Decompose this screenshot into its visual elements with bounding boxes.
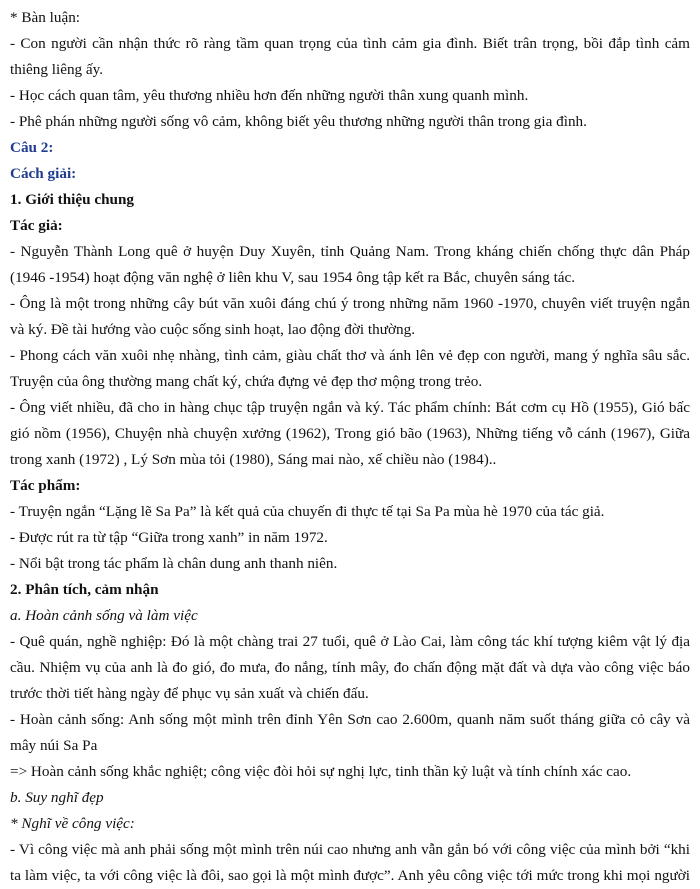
text-line: - Nổi bật trong tác phẩm là chân dung anh thanh niên. bbox=[10, 555, 338, 572]
text-line: trước thời tiết hàng ngày để phục vụ sản xuất và chiến đấu. bbox=[10, 685, 369, 702]
subsection-heading: Tác phẩm: bbox=[10, 477, 81, 494]
text-line: - Truyện ngắn “Lặng lẽ Sa Pa” là kết quả của chuyến đi thực tế tại Sa Pa mùa hè 1970 của tác giả. bbox=[10, 503, 605, 520]
document-page bbox=[10, 5, 690, 889]
solution-heading: Cách giải: bbox=[10, 165, 77, 182]
section-heading: 2. Phân tích, cảm nhận bbox=[10, 581, 159, 598]
text-line: Truyện của ông thường mang chất ký, chứa đựng vẻ đẹp thơ mộng trong trẻo. bbox=[10, 373, 483, 390]
text-line: - Vì công việc mà anh phải sống một mình trên núi cao nhưng anh vẫn gắn bó với công việc của mình bởi “khi bbox=[10, 841, 690, 858]
text-line: => Hoàn cảnh sống khắc nghiệt; công việc đòi hỏi sự nghị lực, tinh thần kỷ luật và tính chính xác cao. bbox=[10, 763, 632, 780]
text-line: - Phê phán những người sống vô cảm, không biết yêu thương những người thân trong gia đình. bbox=[10, 113, 587, 130]
text-line: - Nguyễn Thành Long quê ở huyện Duy Xuyên, tỉnh Quảng Nam. Trong kháng chiến chống thực dân Pháp bbox=[10, 243, 690, 260]
section-heading: 1. Giới thiệu chung bbox=[10, 191, 135, 208]
text-line: * Bàn luận: bbox=[10, 9, 81, 26]
text-line: - Con người cần nhận thức rõ ràng tầm quan trọng của tình cảm gia đình. Biết trân trọng, bồi đắp tình cảm bbox=[10, 35, 690, 52]
text-line: mây núi Sa Pa bbox=[10, 737, 98, 754]
italic-heading: a. Hoàn cảnh sống và làm việc bbox=[10, 607, 198, 624]
text-line: - Hoàn cảnh sống: Anh sống một mình trên đỉnh Yên Sơn cao 2.600m, quanh năm suốt tháng giữa cỏ cây và bbox=[10, 711, 690, 728]
subsection-heading: Tác giả: bbox=[10, 217, 63, 234]
question-heading: Câu 2: bbox=[10, 139, 54, 156]
text-line: trong xanh (1972) , Lý Sơn mùa tỏi (1980), Sáng mai nào, xế chiều nào (1984).. bbox=[10, 451, 497, 468]
text-line: - Được rút ra từ tập “Giữa trong xanh” in năm 1972. bbox=[10, 529, 328, 546]
text-line: - Phong cách văn xuôi nhẹ nhàng, tình cảm, giàu chất thơ và ánh lên vẻ đẹp con người, mang ý nghĩa sâu sắc. bbox=[10, 347, 690, 364]
text-line: thiêng liêng ấy. bbox=[10, 61, 104, 78]
text-line: - Ông viết nhiều, đã cho in hàng chục tập truyện ngắn và ký. Tác phẩm chính: Bát cơm cụ Hồ (1955), Gió bấc bbox=[10, 399, 690, 416]
text-line: - Quê quán, nghề nghiệp: Đó là một chàng trai 27 tuổi, quê ở Lào Cai, làm công tác khí tượng kiêm vật lý địa bbox=[10, 633, 690, 650]
text-line: ta làm việc, ta với công việc là đôi, sao gọi là một mình được”. Anh yêu công việc tới mức trong khi mọi người bbox=[10, 867, 690, 884]
text-line: gió nồm (1956), Chuyện nhà chuyện xưởng (1962), Trong gió bão (1963), Những tiếng vỗ cánh (1967), Giữa bbox=[10, 425, 690, 442]
text-line: và ký. Đề tài hướng vào cuộc sống sinh hoạt, lao động đời thường. bbox=[10, 321, 415, 338]
italic-heading: b. Suy nghĩ đẹp bbox=[10, 789, 104, 806]
text-line: cầu. Nhiệm vụ của anh là đo gió, đo mưa, đo nắng, tính mây, đo chấn động mặt đất và dựa vào công việc báo bbox=[10, 659, 690, 676]
text-line: (1946 -1954) hoạt động văn nghệ ở liên khu V, sau 1954 ông tập kết ra Bắc, chuyên sáng tác. bbox=[10, 269, 576, 286]
italic-heading: * Nghĩ về công việc: bbox=[10, 815, 135, 832]
text-line: - Học cách quan tâm, yêu thương nhiều hơn đến những người thân xung quanh mình. bbox=[10, 87, 529, 104]
text-line: - Ông là một trong những cây bút văn xuôi đáng chú ý trong những năm 1960 -1970, chuyên viết truyện ngắn bbox=[10, 295, 690, 312]
